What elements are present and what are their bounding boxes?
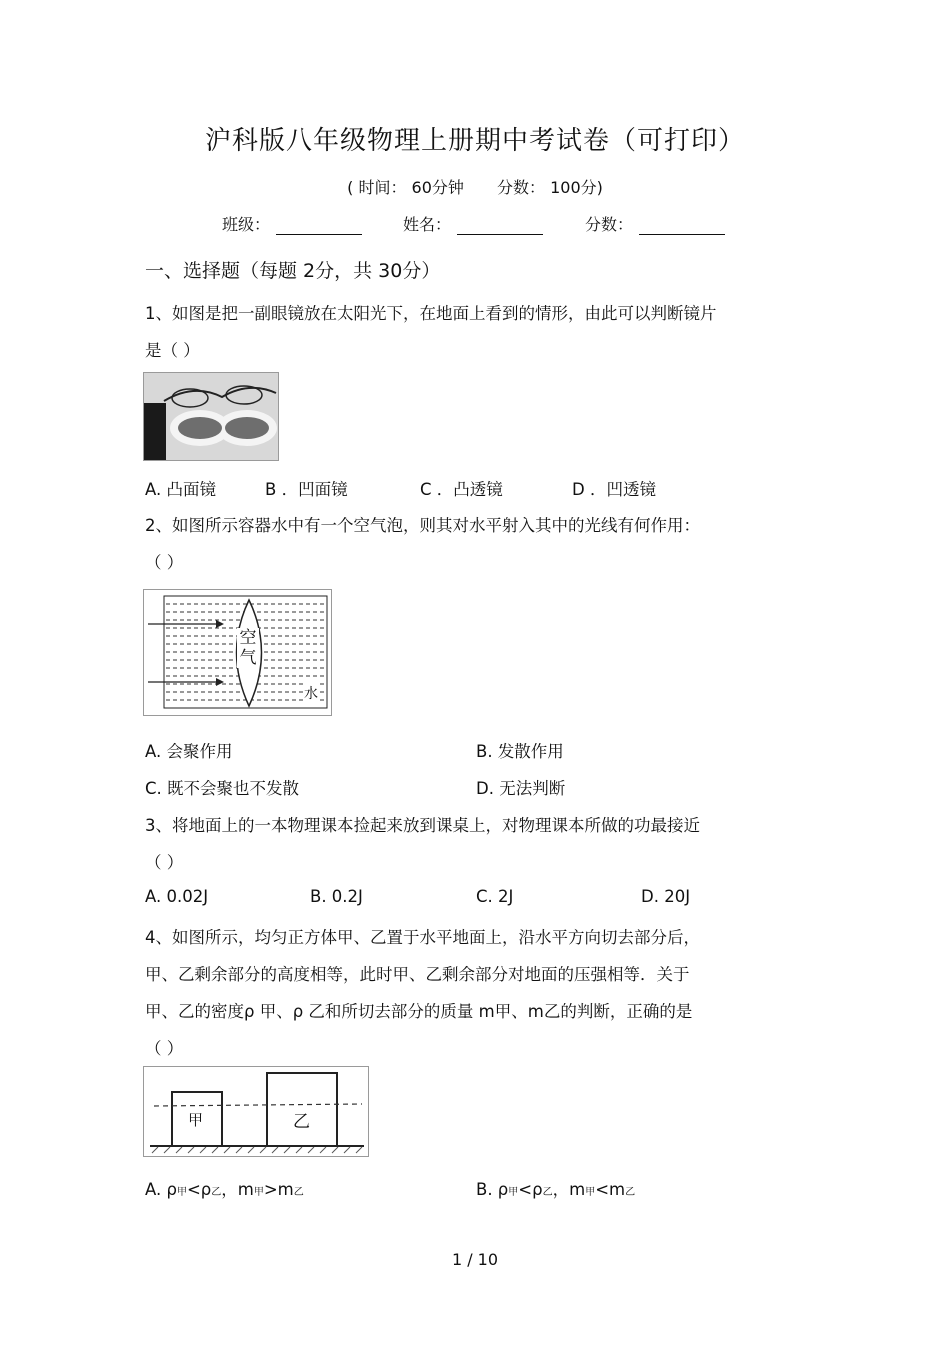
score-field (585, 212, 725, 235)
cubes-figure-drawing (144, 1067, 368, 1156)
q3-text-line2: （ ） (145, 853, 184, 872)
q1-option-c: C ．凸透镜 (420, 480, 503, 499)
q4-option-b-sub-mjia: 甲 (585, 1187, 596, 1198)
q3-text-line1: 3、将地面上的一本物理课本捡起来放到课桌上，对物理课本所做的功最接近 (145, 816, 700, 835)
q4-text-line2: 甲、乙剩余部分的高度相等，此时甲、乙剩余部分对地面的压强相等．关于 (145, 965, 690, 984)
score-info: 分数： 100分) (497, 178, 603, 197)
q2-option-a: A. 会聚作用 (145, 742, 233, 761)
jia-label: 甲 (188, 1111, 204, 1129)
cubes-figure (143, 1066, 369, 1157)
page-number: 1 / 10 (451, 1250, 499, 1269)
score-label: 分数： (585, 215, 634, 234)
q4-option-a-sub-jia: 甲 (176, 1187, 187, 1198)
q4-option-b-mid: <ρ (518, 1180, 543, 1199)
q4-option-b-m1: ，m (552, 1180, 586, 1199)
q4-text-line1: 4、如图所示，均匀正方体甲、乙置于水平地面上，沿水平方向切去部分后， (145, 928, 700, 947)
exam-subtitle (0, 175, 950, 198)
q1-option-d: D ．凹透镜 (572, 480, 656, 499)
q2-text-line1: 2、如图所示容器水中有一个空气泡，则其对水平射入其中的光线有何作用： (145, 516, 700, 535)
q1-text-line1: 1、如图是把一副眼镜放在太阳光下，在地面上看到的情形，由此可以判断镜片 (145, 304, 717, 323)
q4-option-a-m1: ，m (221, 1180, 254, 1199)
q2-option-c: C. 既不会聚也不发散 (145, 779, 300, 798)
q4-option-b-m2: <m (595, 1180, 626, 1199)
class-blank (276, 216, 362, 235)
q4-option-a-prefix: A. ρ (145, 1180, 177, 1199)
q4-option-b-prefix: B. ρ (476, 1180, 509, 1199)
q4-option-a-sub-mjia: 甲 (253, 1187, 264, 1198)
q4-option-b (476, 1176, 635, 1200)
q2-option-d: D. 无法判断 (476, 779, 566, 798)
q4-option-b-sub-yi: 乙 (542, 1187, 553, 1198)
q1-text-line2: 是（ ） (145, 341, 200, 360)
document-title: 沪科版八年级物理上册期中考试卷（可打印） (204, 126, 745, 156)
q3-option-c: C. 2J (476, 887, 514, 906)
glasses-figure (143, 372, 279, 461)
air-bubble-figure (143, 589, 332, 716)
air-label: 空气 (237, 628, 259, 668)
q4-text-line3: 甲、乙的密度ρ 甲、ρ 乙和所切去部分的质量 m甲、m乙的判断，正确的是 (145, 1002, 693, 1021)
q2-option-b: B. 发散作用 (476, 742, 564, 761)
q3-option-a: A. 0.02J (145, 887, 209, 906)
score-blank (639, 216, 725, 235)
q1-option-a: A. 凸面镜 (145, 480, 216, 499)
q4-option-a-sub-myi: 乙 (293, 1187, 304, 1198)
q1-option-b: B ．凹面镜 (265, 480, 348, 499)
class-field (222, 212, 362, 235)
time-info: ( 时间： 60分钟 (347, 178, 464, 197)
q3-option-b: B. 0.2J (310, 887, 363, 906)
glasses-figure-shadow (144, 403, 166, 460)
yi-label: 乙 (293, 1112, 310, 1132)
section-heading: 一、选择题（每题 2分，共 30分） (145, 260, 441, 282)
q4-text-line4: （ ） (145, 1039, 184, 1058)
name-field (403, 212, 543, 235)
ground-hatching (152, 1147, 362, 1153)
name-label: 姓名： (403, 215, 452, 234)
glasses-figure-lens-left (178, 417, 222, 439)
q4-option-b-sub-jia: 甲 (508, 1187, 519, 1198)
q4-option-a-m2: >m (263, 1180, 294, 1199)
q4-option-a-sub-yi: 乙 (211, 1187, 222, 1198)
q2-text-line2: （ ） (145, 553, 184, 572)
water-label: 水 (304, 683, 318, 703)
q4-option-b-sub-myi: 乙 (625, 1187, 636, 1198)
q3-option-d: D. 20J (641, 887, 691, 906)
glasses-figure-lens-right (225, 417, 269, 439)
q4-option-a-mid: <ρ (186, 1180, 212, 1199)
q4-option-a (145, 1176, 304, 1200)
name-blank (457, 216, 543, 235)
class-label: 班级： (222, 215, 271, 234)
